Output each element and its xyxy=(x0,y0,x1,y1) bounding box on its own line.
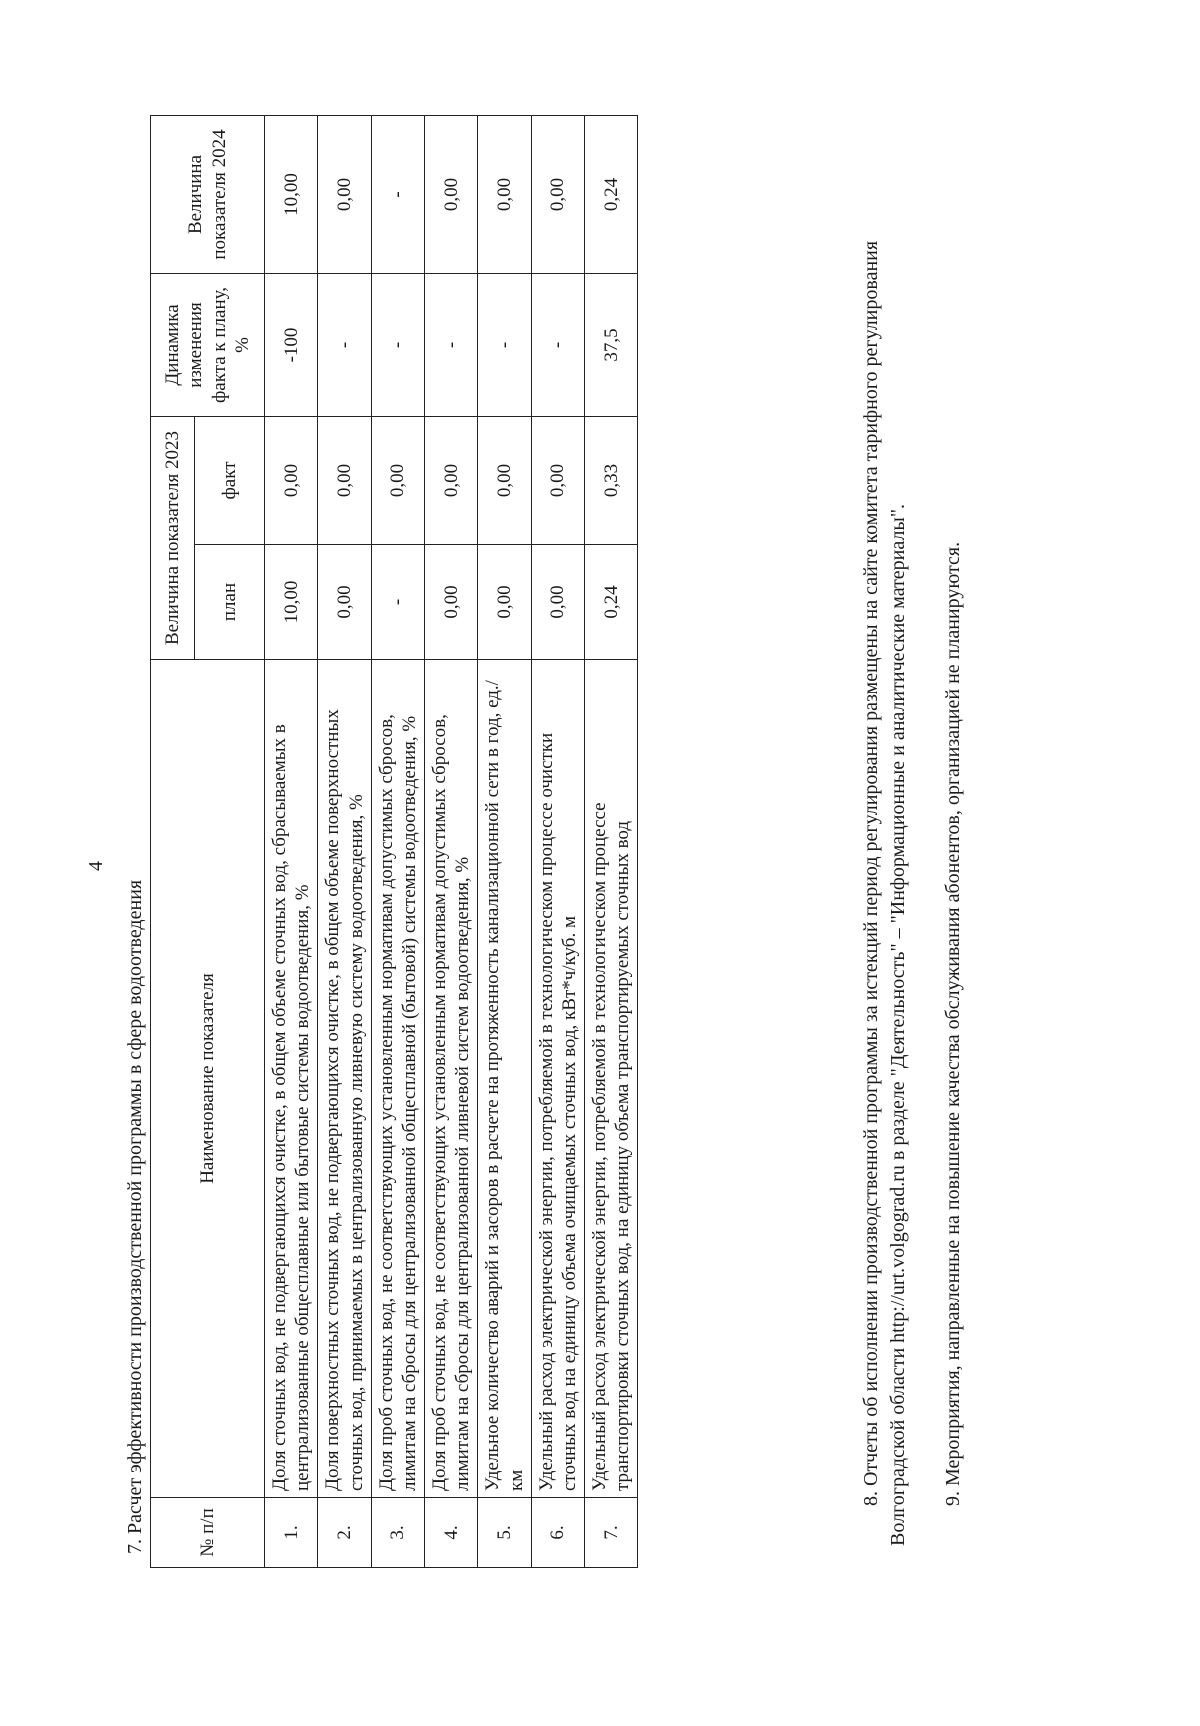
header-plan: план xyxy=(195,545,265,660)
section-7-title: 7. Расчет эффективности производственной программы в сфере водоотведения xyxy=(124,879,146,1554)
row-name: Удельное количество аварий и засоров в расчете на протяженность канализационной сети в год, ед./км xyxy=(478,660,531,1498)
efficiency-table xyxy=(150,115,638,1568)
table-row xyxy=(265,116,318,1568)
row-fact: 0,33 xyxy=(585,417,638,545)
row-fact: 0,00 xyxy=(478,417,531,545)
header-num: № п/п xyxy=(151,1498,265,1568)
row-num: 3. xyxy=(371,1498,424,1568)
row-num: 1. xyxy=(265,1498,318,1568)
table-row xyxy=(585,116,638,1568)
row-fact: 0,00 xyxy=(425,417,478,545)
row-num: 5. xyxy=(478,1498,531,1568)
row-value-2024: 0,00 xyxy=(478,116,531,274)
row-name: Доля поверхностных сточных вод, не подвергающихся очистке, в общем объеме поверхностных сточных вод, принимаемых в централизованную ливневую систему водоотведения, % xyxy=(318,660,371,1498)
table-row xyxy=(371,116,424,1568)
row-name: Удельный расход электрической энергии, потребляемой в технологическом процессе транспортировки сточных вод, на единицу объема транспортируемых сточных вод xyxy=(585,660,638,1498)
row-name: Доля сточных вод, не подвергающихся очистке, в общем объеме сточных вод, сбрасываемых в централизованные общесплавные или бытовые системы водоотведения, % xyxy=(265,660,318,1498)
row-fact: 0,00 xyxy=(265,417,318,545)
row-num: 7. xyxy=(585,1498,638,1568)
row-plan: 0,24 xyxy=(585,545,638,660)
row-plan: 0,00 xyxy=(531,545,584,660)
row-fact: 0,00 xyxy=(531,417,584,545)
row-fact: 0,00 xyxy=(318,417,371,545)
header-fact: факт xyxy=(195,417,265,545)
row-fact: 0,00 xyxy=(371,417,424,545)
row-plan: - xyxy=(371,545,424,660)
page-number: 4 xyxy=(85,861,107,871)
row-dynamics: - xyxy=(531,274,584,417)
row-dynamics: - xyxy=(371,274,424,417)
header-dynamics: Динамика изменения факта к плану, % xyxy=(151,274,265,417)
header-value-2024: Величина показателя 2024 xyxy=(151,116,265,274)
row-value-2024: 10,00 xyxy=(265,116,318,274)
note-8: 8. Отчеты об исполнении производственной программы за истекций период регулирования размещены на сайте комитета тарифного регулирования Волгоградской области http://urt.volgograd.ru в разделе "Деятельность" – "Информационные и аналитические материалы". xyxy=(860,240,909,1546)
row-num: 6. xyxy=(531,1498,584,1568)
row-value-2024: 0,00 xyxy=(318,116,371,274)
row-value-2024: 0,24 xyxy=(585,116,638,274)
table-row xyxy=(318,116,371,1568)
row-value-2024: 0,00 xyxy=(531,116,584,274)
table-row xyxy=(425,116,478,1568)
row-name: Доля проб сточных вод, не соответствующих установленным нормативам допустимых сбросов, лимитам на сбросы для централизованной ливневой систем водоотведения, % xyxy=(425,660,478,1498)
row-plan: 10,00 xyxy=(265,545,318,660)
row-dynamics: -100 xyxy=(265,274,318,417)
row-plan: 0,00 xyxy=(478,545,531,660)
note-9: 9. Мероприятия, направленные на повышение качества обслуживания абонентов, организацией не планируются. xyxy=(942,541,964,1506)
row-dynamics: - xyxy=(318,274,371,417)
row-dynamics: 37,5 xyxy=(585,274,638,417)
row-dynamics: - xyxy=(478,274,531,417)
header-name: Наименование показателя xyxy=(151,660,265,1498)
row-value-2024: - xyxy=(371,116,424,274)
table-row xyxy=(478,116,531,1568)
row-num: 4. xyxy=(425,1498,478,1568)
row-num: 2. xyxy=(318,1498,371,1568)
row-value-2024: 0,00 xyxy=(425,116,478,274)
row-plan: 0,00 xyxy=(425,545,478,660)
row-plan: 0,00 xyxy=(318,545,371,660)
header-value-2023: Величина показателя 2023 xyxy=(151,417,195,660)
row-dynamics: - xyxy=(425,274,478,417)
row-name: Удельный расход электрической энергии, потребляемой в технологическом процессе очистки сточных вод на единицу объема очищаемых сточных вод, кВт*ч/куб. м xyxy=(531,660,584,1498)
notes-section xyxy=(858,126,967,1546)
table-row xyxy=(531,116,584,1568)
row-name: Доля проб сточных вод, не соответствующих установленным нормативам допустимых сбросов, лимитам на сбросы для централизованной общесплавной (бытовой) системы водоотведения, % xyxy=(371,660,424,1498)
